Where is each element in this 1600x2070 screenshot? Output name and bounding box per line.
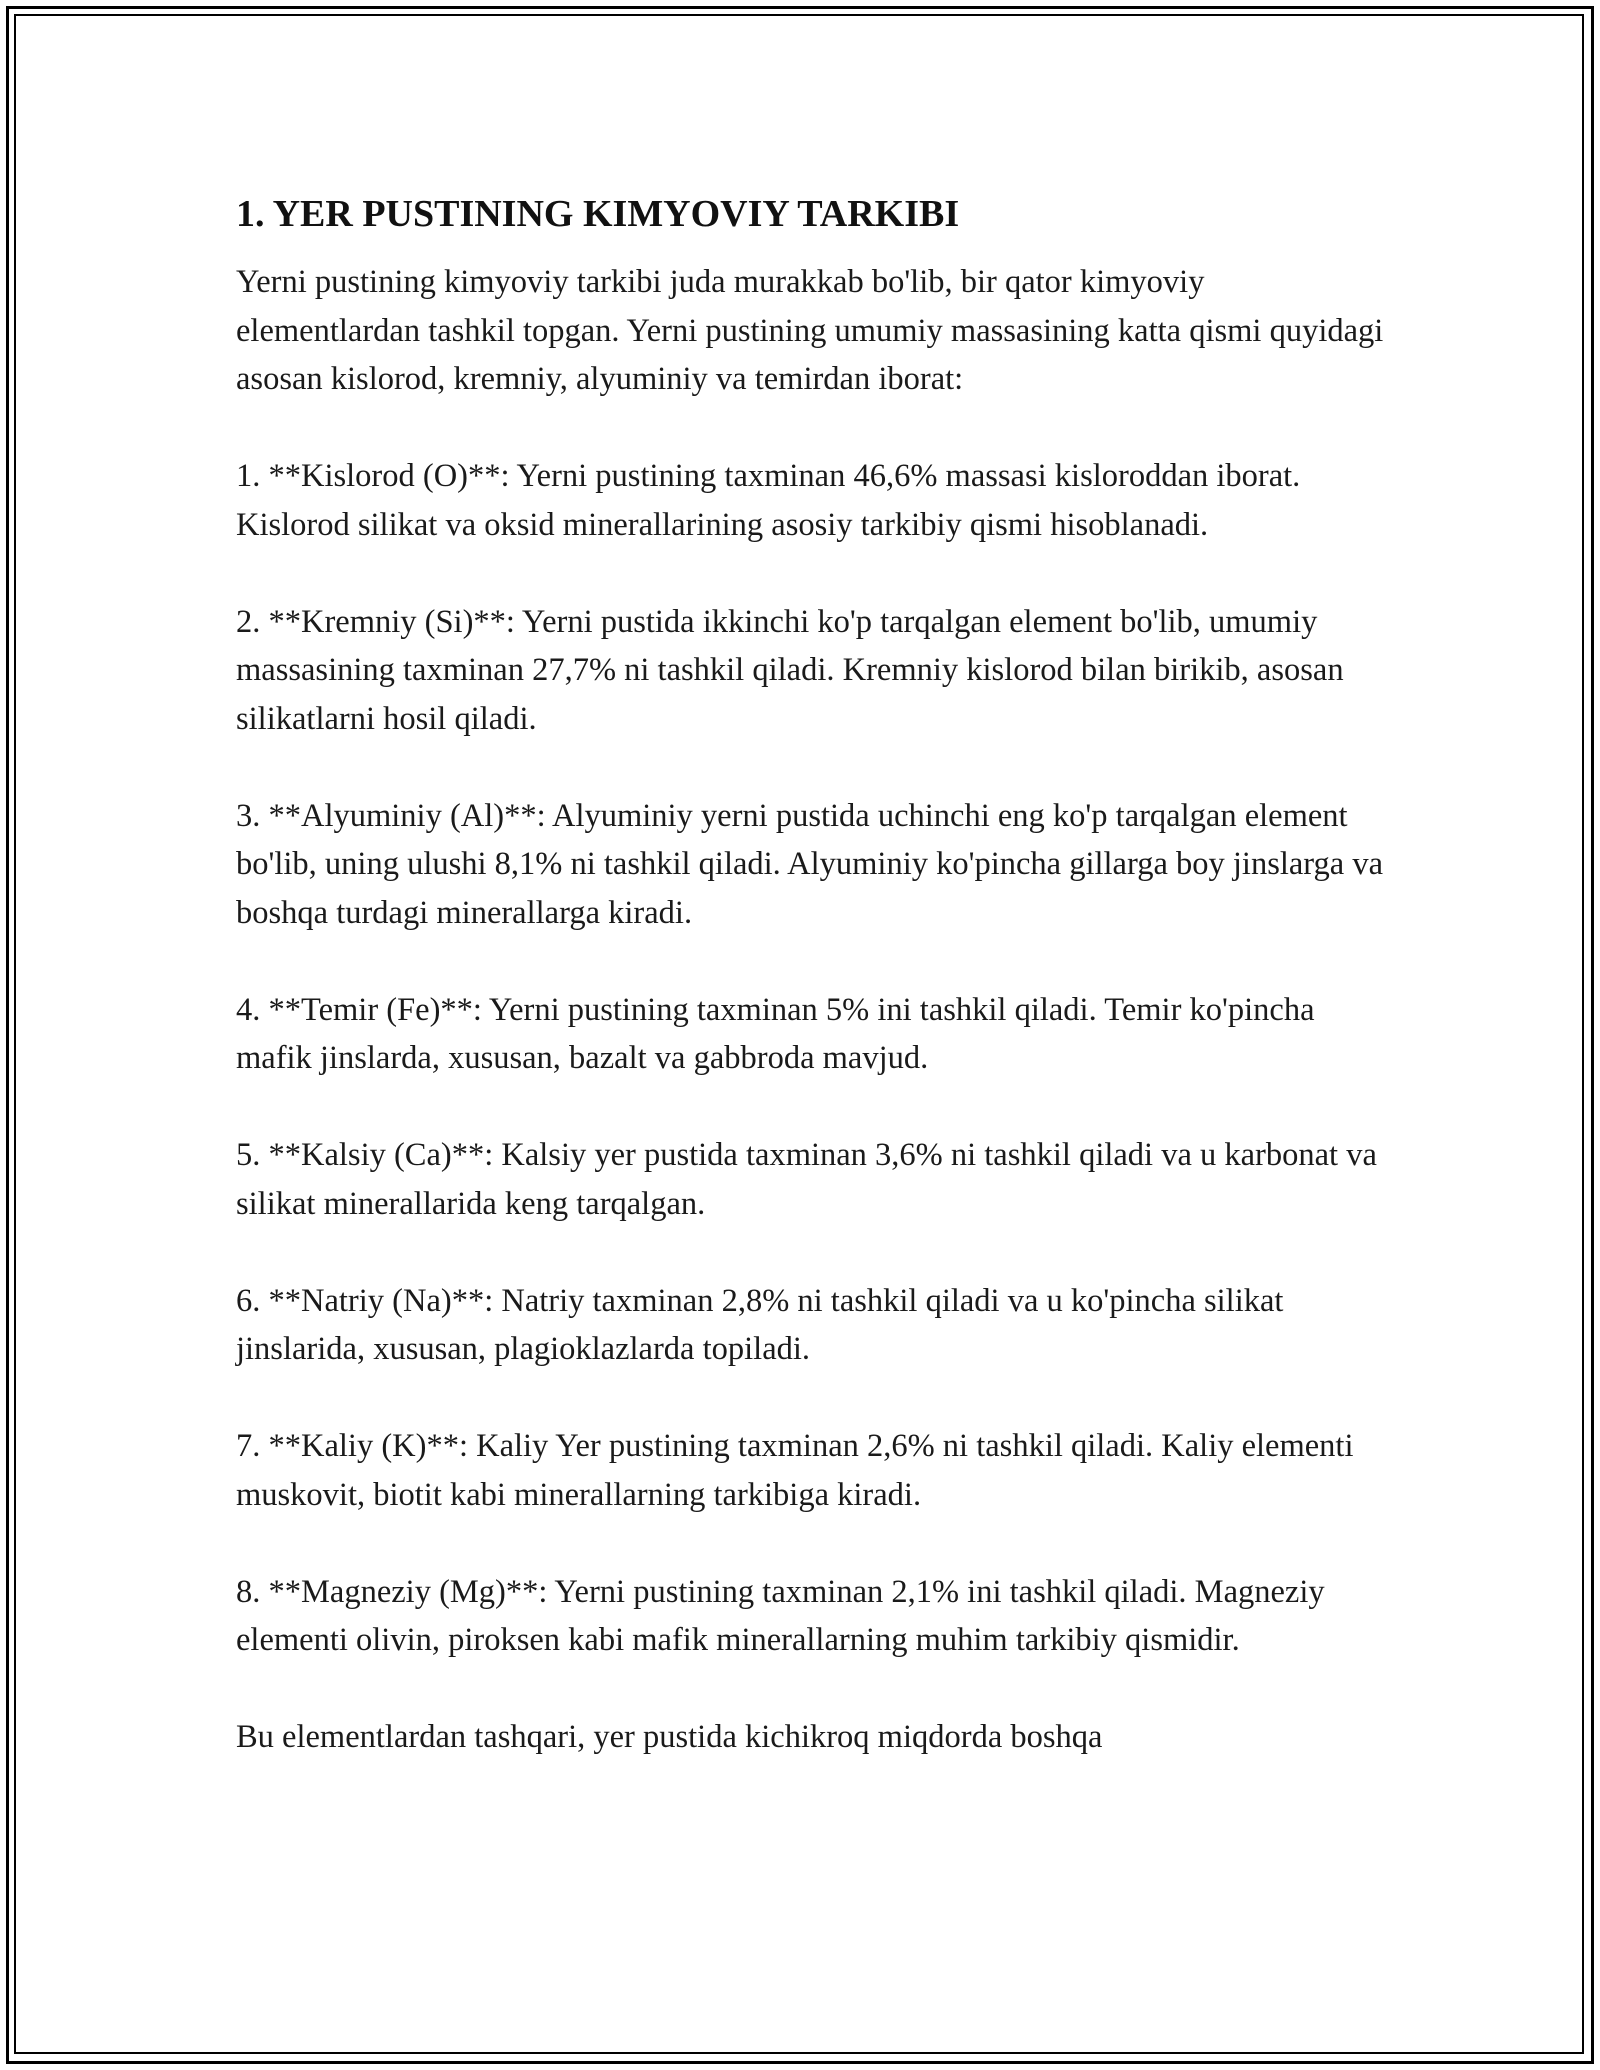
list-item-silicon: 2. **Kremniy (Si)**: Yerni pustida ikkinchi ko'p tarqalgan element bo'lib, umumiy massasining taxminan 27,7% ni tashkil qiladi. Kremniy kislorod bilan birikib, asosan silikatlarni hosil qiladi. [236, 603, 1344, 737]
page-title: 1. YER PUSTINING KIMYOVIY TARKIBI [236, 193, 960, 235]
closing-paragraph: Bu elementlardan tashqari, yer pustida kichikroq miqdorda boshqa [236, 1719, 1103, 1755]
list-item-potassium: 7. **Kaliy (K)**: Kaliy Yer pustining taxminan 2,6% ni tashkil qiladi. Kaliy elementi muskovit, biotit kabi minerallarning tarkibiga kiradi. [236, 1428, 1354, 1513]
intro-paragraph: Yerni pustining kimyoviy tarkibi juda murakkab bo'lib, bir qator kimyoviy elementlardan tashkil topgan. Yerni pustining umumiy massasining katta qismi quyidagi asosan kislorod, kremniy, alyuminiy va temirdan iborat: [236, 264, 1384, 397]
list-item-iron: 4. **Temir (Fe)**: Yerni pustining taxminan 5% ini tashkil qiladi. Temir ko'pincha mafik jinslarda, xususan, bazalt va gabbroda mavjud. [236, 991, 1315, 1076]
list-item-magnesium: 8. **Magneziy (Mg)**: Yerni pustining taxminan 2,1% ini tashkil qiladi. Magneziy elementi olivin, piroksen kabi mafik minerallarning muhim tarkibiy qismidir. [236, 1573, 1325, 1658]
list-item-calcium: 5. **Kalsiy (Ca)**: Kalsiy yer pustida taxminan 3,6% ni tashkil qiladi va u karbonat va silikat minerallarida keng tarqalgan. [236, 1137, 1377, 1222]
list-item-sodium: 6. **Natriy (Na)**: Natriy taxminan 2,8% ni tashkil qiladi va u ko'pincha silikat jinslarida, xususan, plagioklazlarda topiladi. [236, 1282, 1284, 1367]
list-item-oxygen: 1. **Kislorod (O)**: Yerni pustining taxminan 46,6% massasi kisloroddan iborat. Kislorod silikat va oksid minerallarining asosiy tarkibiy qismi hisoblanadi. [236, 458, 1301, 543]
list-item-aluminium: 3. **Alyuminiy (Al)**: Alyuminiy yerni pustida uchinchi eng ko'p tarqalgan element bo'lib, uning ulushi 8,1% ni tashkil qiladi. Alyuminiy ko'pincha gillarga boy jinslarga va boshqa turdagi minerallarga kiradi. [236, 797, 1384, 931]
document-body [236, 188, 1386, 1762]
